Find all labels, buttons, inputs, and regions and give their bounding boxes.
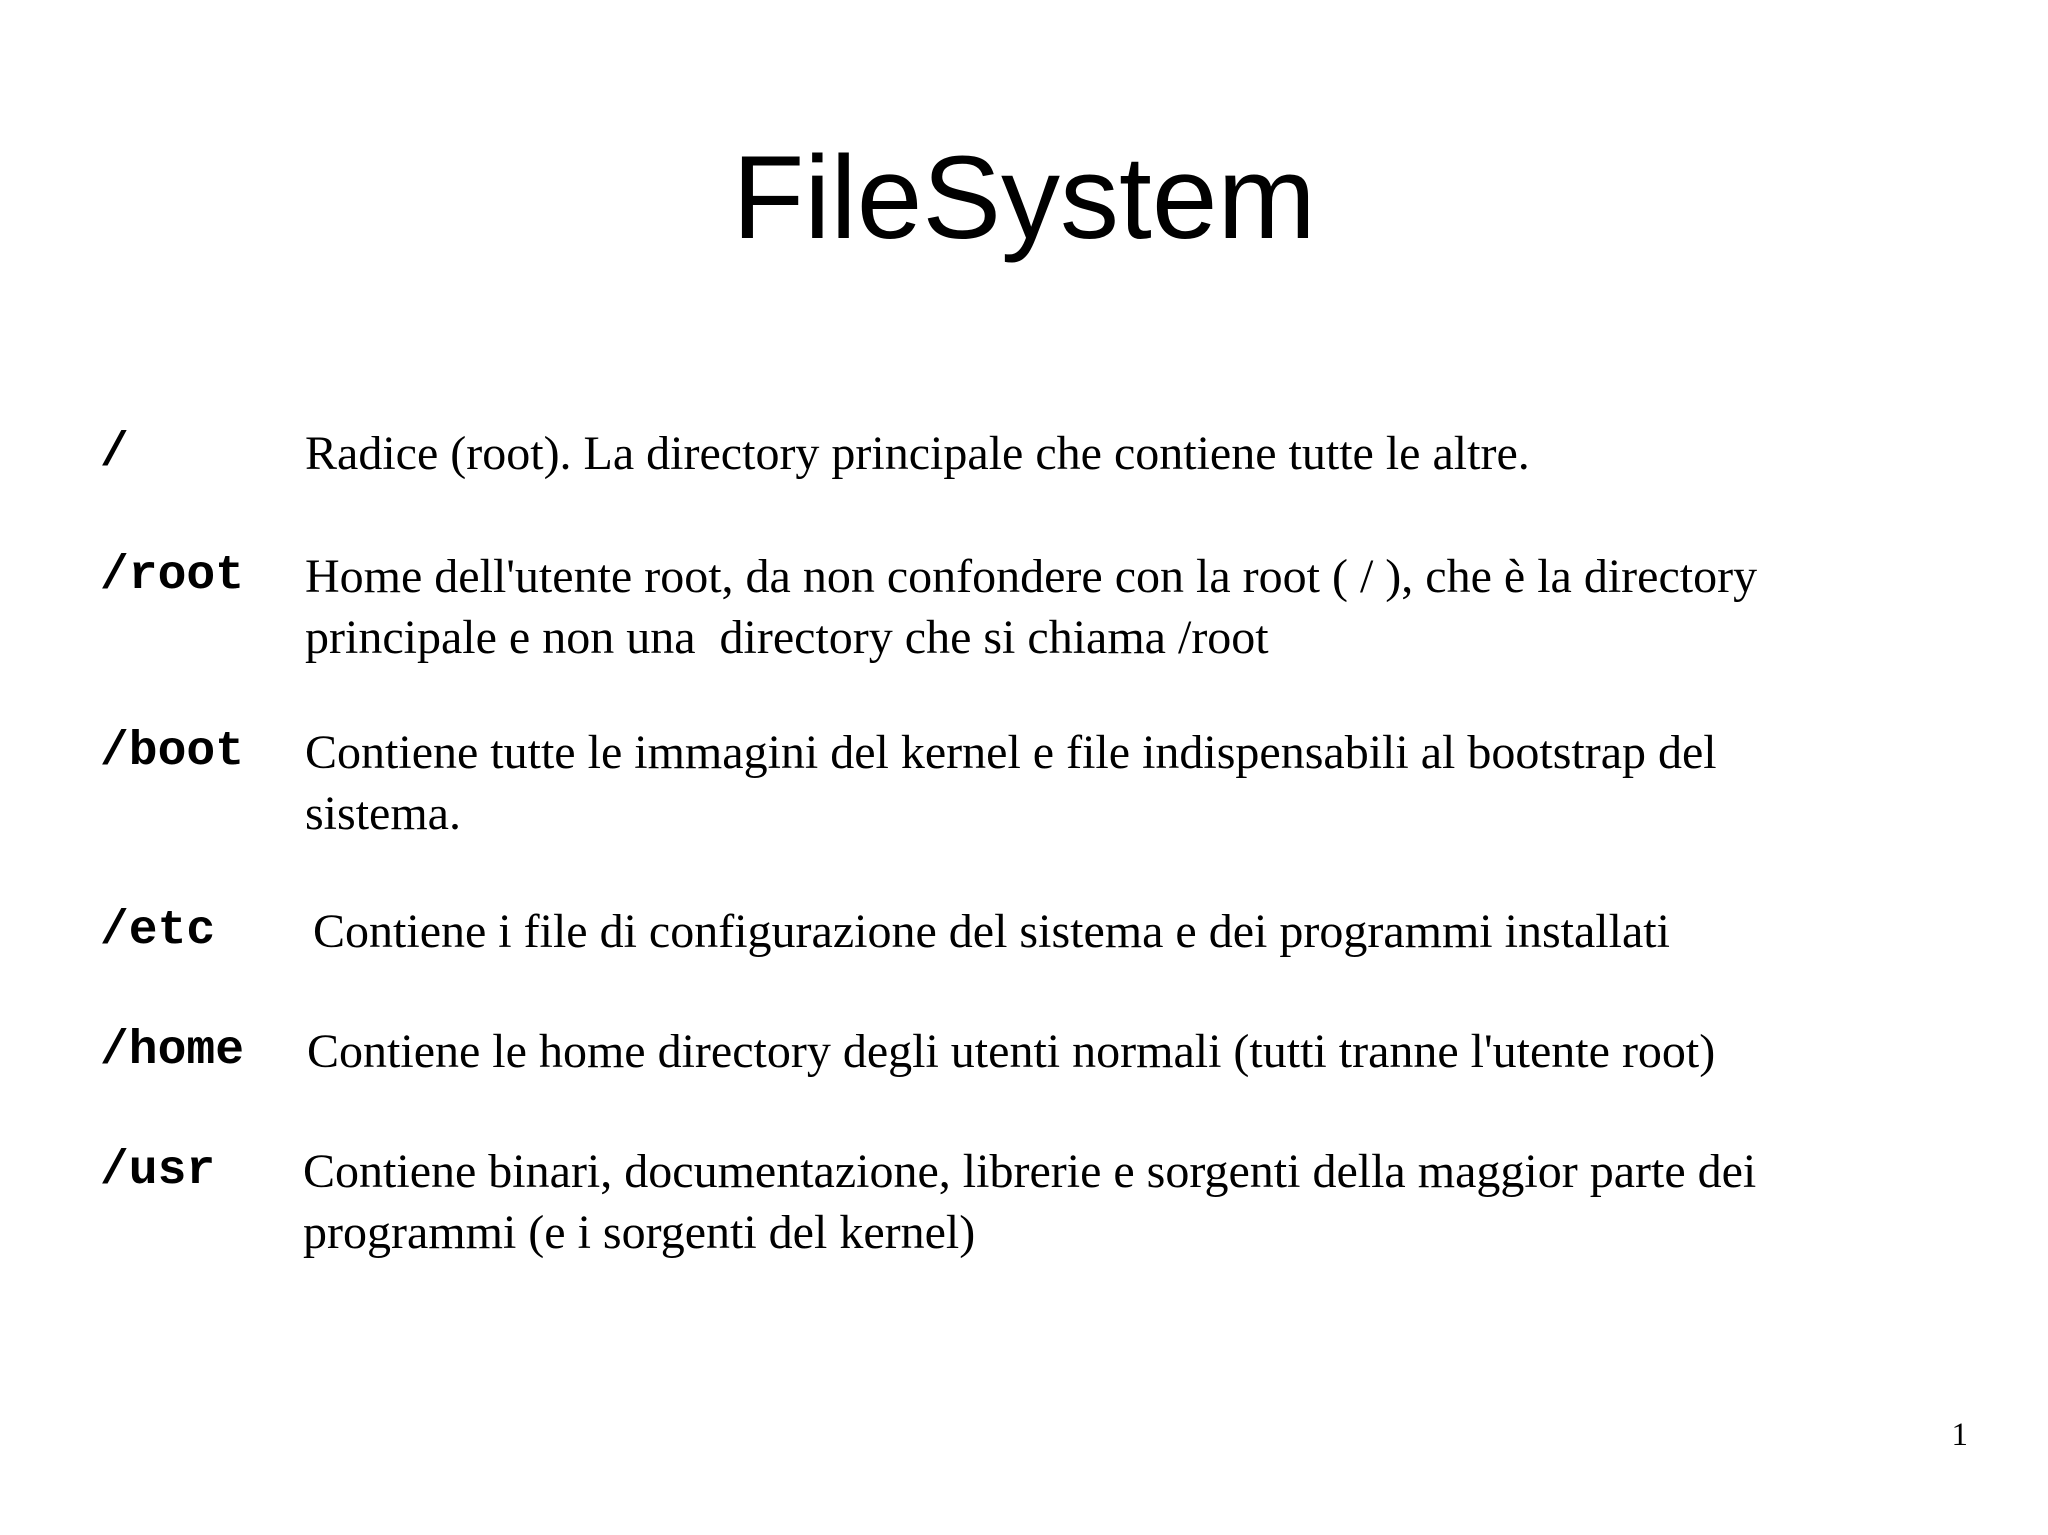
description-line: programmi (e i sorgenti del kernel): [303, 1206, 976, 1259]
directory-description: [305, 423, 1905, 484]
description-line: Radice (root). La directory principale che contiene tutte le altre.: [305, 427, 1530, 480]
directory-description: [307, 1021, 1907, 1082]
directory-path: /home: [100, 1024, 245, 1078]
directory-path: /: [100, 426, 129, 480]
slide-title: FileSystem: [732, 132, 1316, 264]
description-line: sistema.: [305, 787, 461, 840]
description-line: Home dell'utente root, da non confondere con la root ( / ), che è la directory: [305, 550, 1758, 603]
description-line: principale e non una directory che si chiama /root: [305, 611, 1269, 664]
directory-description: [303, 1141, 1903, 1263]
directory-path: /etc: [100, 904, 216, 958]
description-line: Contiene binari, documentazione, librerie e sorgenti della maggior parte dei: [303, 1145, 1757, 1198]
page-number: 1: [1951, 1417, 1968, 1453]
directory-path: /boot: [100, 725, 245, 779]
description-line: Contiene i file di configurazione del sistema e dei programmi installati: [313, 905, 1670, 958]
description-line: Contiene tutte le immagini del kernel e file indispensabili al bootstrap del: [305, 726, 1717, 779]
directory-description: [305, 722, 1905, 844]
directory-path: /usr: [100, 1144, 216, 1198]
directory-description: [313, 901, 1913, 962]
directory-path: /root: [100, 549, 245, 603]
directory-description: [305, 546, 1905, 668]
description-line: Contiene le home directory degli utenti normali (tutti tranne l'utente root): [307, 1025, 1716, 1078]
